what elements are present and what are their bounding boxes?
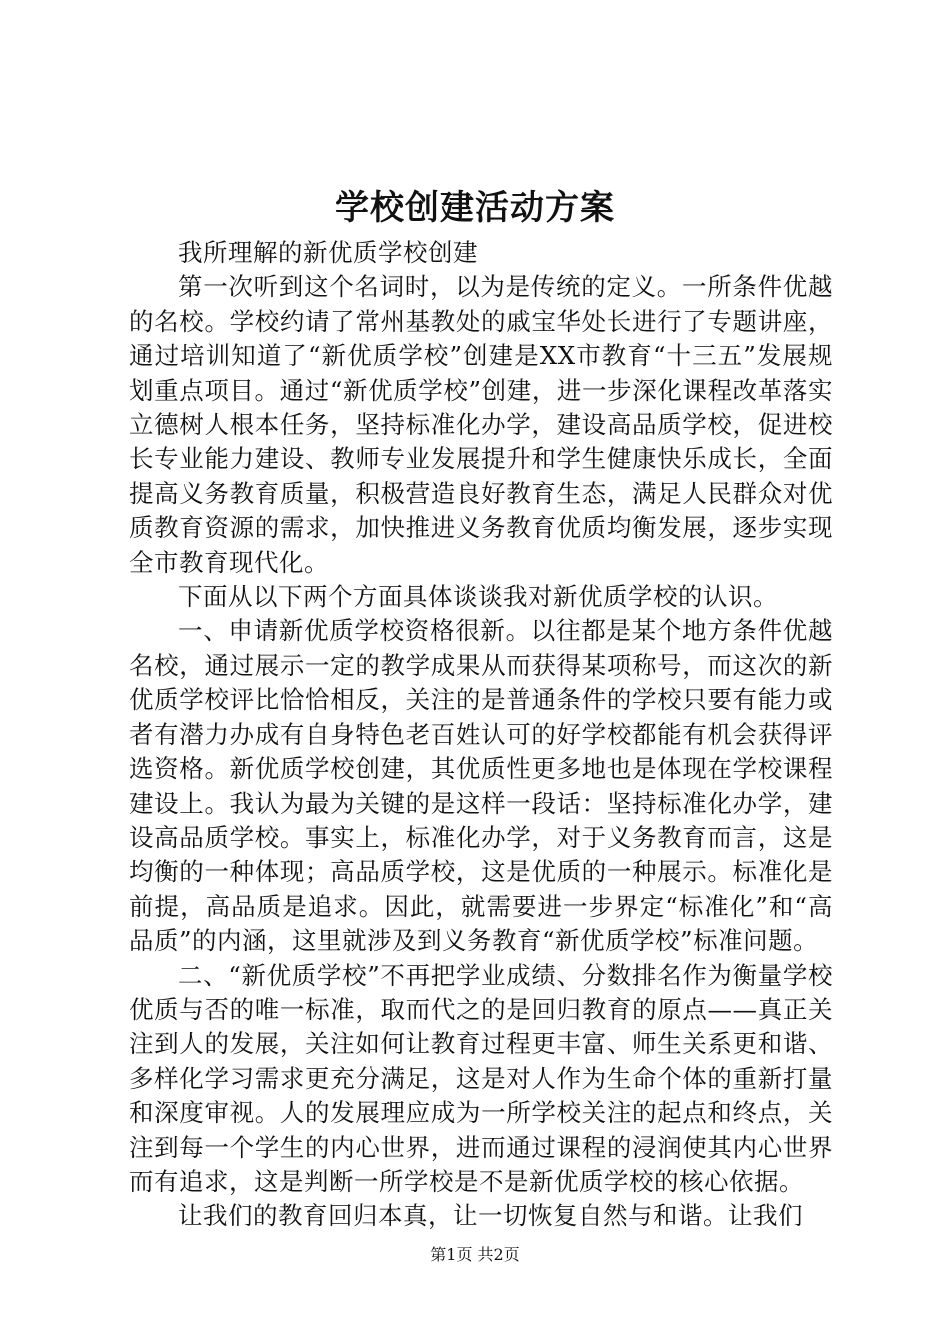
paragraph: 第一次听到这个名词时，以为是传统的定义。一所条件优越的名校。学校约请了常州基教处的戚宝华处长进行了专题讲座，通过培训知道了“新优质学校”创建是XX市教育“十三五”发展规划重点项目。通过“新优质学校”创建，进一步深化课程改革落实立德树人根本任务，坚持标准化办学，建设高品质学校，促进校长专业能力建设、教师专业发展提升和学生健康快乐成长，全面提高义务教育质量，积极营造良好教育生态，满足人民群众对优质教育资源的需求，加快推进义务教育优质均衡发展，逐步实现全市教育现代化。	[129, 272, 833, 577]
paragraph: 下面从以下两个方面具体谈谈我对新优质学校的认识。	[178, 582, 778, 612]
document-title: 学校创建活动方案	[335, 188, 615, 228]
paragraph: 二、“新优质学校”不再把学业成绩、分数排名作为衡量学校优质与否的唯一标准，取而代之的是回归教育的原点——真正关注到人的发展，关注如何让教育过程更丰富、师生关系更和谐、多样化学习需求更充分满足，这是对人作为生命个体的重新打量和深度审视。人的发展理应成为一所学校关注的起点和终点，关注到每一个学生的内心世界，进而通过课程的浸润使其内心世界而有追求，这是判断一所学校是不是新优质学校的核心依据。	[129, 960, 833, 1196]
paragraph: 让我们的教育回归本真，让一切恢复自然与和谐。让我们	[178, 1201, 803, 1231]
document-body	[129, 236, 833, 1234]
paragraph: 一、申请新优质学校资格很新。以往都是某个地方条件优越名校，通过展示一定的教学成果从而获得某项称号，而这次的新优质学校评比恰恰相反，关注的是普通条件的学校只要有能力或者有潜力办成有自身特色老百姓认可的好学校都能有机会获得评选资格。新优质学校创建，其优质性更多地也是体现在学校课程建设上。我认为最为关键的是这样一段话：坚持标准化办学，建设高品质学校。事实上，标准化办学，对于义务教育而言，这是均衡的一种体现；高品质学校，这是优质的一种展示。标准化是前提，高品质是追求。因此，就需要进一步界定“标准化”和“高品质”的内涵，这里就涉及到义务教育“新优质学校”标准问题。	[129, 616, 833, 956]
page-indicator: 第1页 共2页	[430, 1245, 520, 1264]
paragraph-subtitle: 我所理解的新优质学校创建	[178, 238, 478, 267]
